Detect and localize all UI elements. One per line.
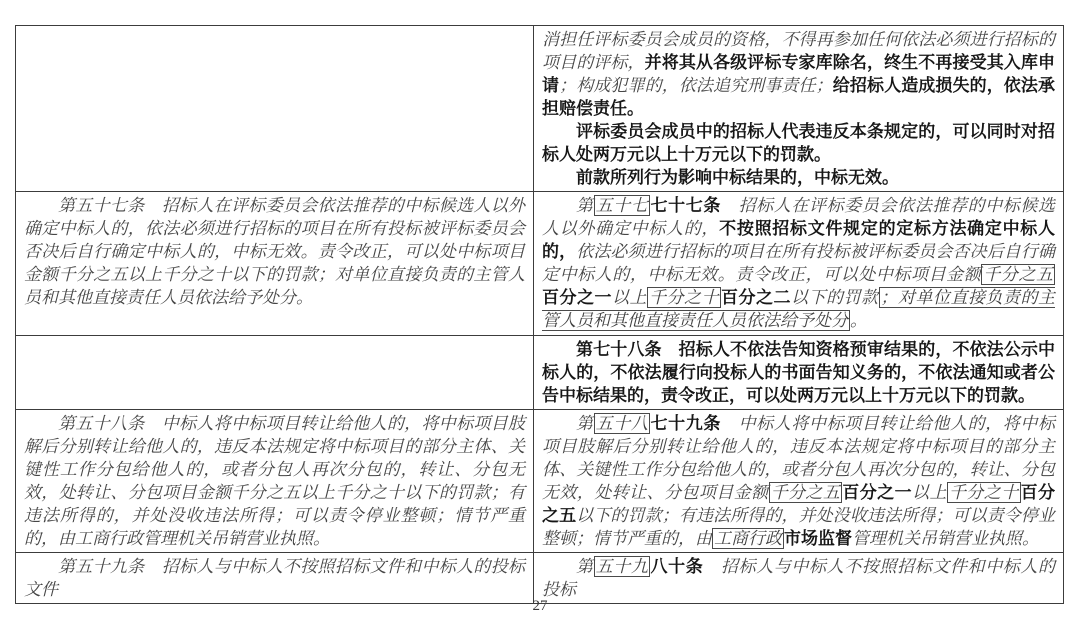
table-row [16, 336, 1064, 410]
text-segment-plain: 第五十八条 中标人将中标项目转让给他人的，将中标项目肢解后分别转让给他人的，违反本法规定将中标项目的部分主体、关键性工作分包给他人的，或者分包人再次分包的，转让、分包无效，处转让、分包项目金额千分之五以上千分之十以下的罚款；有违法所得的，并处没收违法所得；可以责令停业整顿；情节严重的，由工商行政管理机关吊销营业执照。 [24, 414, 525, 548]
text-segment-plain: 第五十九条 招标人与中标人不按照招标文件和中标人的投标文件 [24, 557, 525, 599]
text-segment-deleted: 千分之十 [948, 483, 1019, 502]
text-segment-deleted: 千分之十 [649, 288, 719, 307]
text-segment-plain: 第 [576, 557, 594, 576]
text-segment-added: 八十条 [650, 557, 704, 576]
paragraph [24, 194, 525, 309]
text-segment-added: 百分之一 [842, 483, 913, 502]
original-text-cell [16, 410, 534, 553]
original-text-cell [16, 553, 534, 604]
text-segment-plain: 中标人将中标项目转让给他人的，将中标项目肢解后分别转让给他人的，违反本法规定将中标项目的部分主体、关键性工作分包给他人的，或者分包人再次分包的，转让、分包无效，处转让、分包项目金额 [542, 414, 1056, 502]
text-segment-plain: ；构成犯罪的，依法追究刑事责任； [559, 76, 833, 95]
table-row [16, 553, 1064, 604]
text-segment-added: 百分之二 [721, 288, 791, 307]
text-segment-plain: 第五十七条 招标人在评标委员会依法推荐的中标候选人以外确定中标人的，依法必须进行招标的项目在所有投标被评标委员会否决后自行确定中标人的，中标无效。责令改正，可以处中标项目金额千分之五以上千分之十以下的罚款；对单位直接负责的主管人员和其他直接责任人员依法给予处分。 [24, 196, 525, 307]
text-segment-plain: 招标人在评标委员会依法推荐的中标候选人以外确定中标人的， [542, 196, 1056, 238]
text-segment-deleted: ；对单位直接负责的主管人员和其他直接责任人员依法给予处分 [542, 288, 1055, 330]
paragraph [542, 555, 1055, 601]
text-segment-plain: 。 [850, 311, 867, 330]
paragraph [542, 194, 1055, 332]
text-segment-deleted: 千分之五 [770, 483, 841, 502]
original-text-cell [16, 26, 534, 192]
text-segment-added: 给招标人造成损失的，依法承担赔偿责任。 [542, 76, 1056, 118]
text-segment-deleted: 工商行政 [714, 529, 782, 548]
comparison-table-body [16, 26, 1064, 604]
text-segment-plain: 消担任评标委员会成员的资格，不得再参加任何依法必须进行招标的项目的评标， [542, 30, 1055, 72]
table-row [16, 192, 1064, 336]
paragraph [542, 28, 1055, 120]
text-segment-added: 不按照招标文件规定的定标方法确定中标人的， [542, 219, 1056, 261]
text-segment-added: 七十九条 [650, 414, 721, 433]
text-segment-added: 百分之一 [542, 288, 612, 307]
text-segment-added: 评标委员会成员中的招标人代表违反本条规定的，可以同时对招标人处两万元以上十万元以下的罚款。 [542, 122, 1055, 164]
text-segment-plain: 依法必须进行招标的项目在所有投标被评标委员会否决后自行确定中标人的，中标无效。责令改正，可以处中标项目金额 [542, 242, 1056, 284]
text-segment-plain: 以下的罚款；有违法所得的，并处没收违法所得；可以责令停业整顿；情节严重的，由 [542, 506, 1056, 548]
law-comparison-table [15, 25, 1064, 604]
text-segment-added: 并将其从各级评标专家库除名，终生不再接受其入库申请 [542, 53, 1056, 95]
text-segment-plain: 第 [576, 196, 594, 215]
text-segment-added: 七十七条 [650, 196, 721, 215]
text-segment-plain: 第 [576, 414, 594, 433]
text-segment-deleted: 五十七 [595, 196, 649, 215]
revised-text-cell [534, 26, 1064, 192]
text-segment-plain: 以下的罚款 [791, 288, 879, 307]
text-segment-added: 前款所列行为影响中标结果的，中标无效。 [576, 168, 899, 187]
revised-text-cell [534, 553, 1064, 604]
paragraph [542, 412, 1055, 550]
text-segment-plain: 管理机关吊销营业执照。 [852, 529, 1039, 548]
page-number: 27 [532, 598, 548, 614]
revised-text-cell [534, 192, 1064, 336]
text-segment-plain: 以上 [912, 483, 947, 502]
paragraph [542, 166, 1055, 189]
text-segment-added: 市场监督 [784, 529, 852, 548]
text-segment-plain: 以上 [612, 288, 647, 307]
paragraph [24, 412, 525, 550]
text-segment-deleted: 五十九 [595, 557, 649, 576]
text-segment-plain: 招标人与中标人不按照招标文件和中标人的投标 [542, 557, 1056, 599]
revised-text-cell [534, 410, 1064, 553]
text-segment-added: 第七十八条 招标人不依法告知资格预审结果的，不依法公示中标人的，不依法履行向投标人的书面告知义务的，不依法通知或者公告中标结果的，责令改正，可以处两万元以上十万元以下的罚款。 [542, 340, 1055, 405]
original-text-cell [16, 192, 534, 336]
paragraph [542, 120, 1055, 166]
text-segment-deleted: 五十八 [595, 414, 649, 433]
paragraph [24, 555, 525, 601]
table-row [16, 26, 1064, 192]
text-segment-deleted: 千分之五 [983, 265, 1054, 284]
original-text-cell [16, 336, 534, 410]
revised-text-cell [534, 336, 1064, 410]
text-segment-added: 百分之五 [542, 483, 1056, 525]
paragraph [542, 338, 1055, 407]
table-row [16, 410, 1064, 553]
